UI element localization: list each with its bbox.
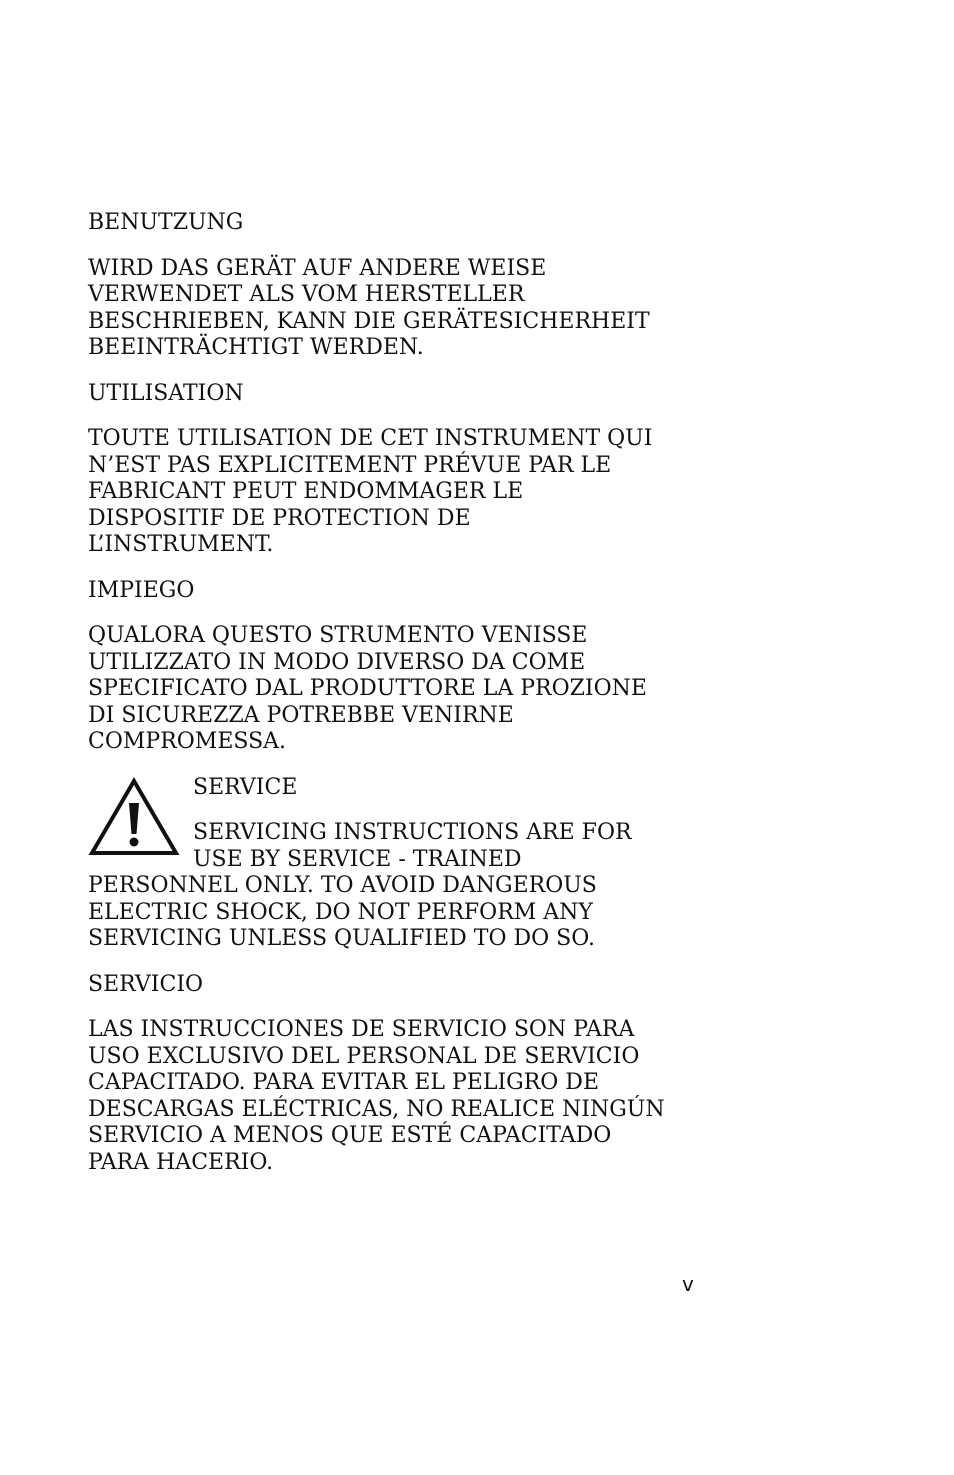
body-line: BESCHRIEBEN, KANN DIE GERÄTESICHERHEIT: [88, 308, 650, 334]
body-line: DISPOSITIF DE PROTECTION DE: [88, 505, 471, 531]
warning-triangle-icon: [88, 777, 180, 857]
service-section: [88, 775, 708, 953]
section-heading-utilisation: UTILISATION: [88, 380, 244, 406]
body-line: DI SICUREZZA POTREBBE VENIRNE: [88, 702, 514, 728]
body-line: BEEINTRÄCHTIGT WERDEN.: [88, 335, 424, 360]
section-body-utilisation: [88, 426, 708, 559]
body-line: FABRICANT PEUT ENDOMMAGER LE: [88, 479, 524, 504]
page-number: v: [682, 1272, 694, 1296]
body-line: N’EST PAS EXPLICITEMENT PRÉVUE PAR LE: [88, 452, 612, 478]
body-line: DESCARGAS ELÉCTRICAS, NO REALICE NINGÚN: [88, 1096, 665, 1122]
body-line: QUALORA QUESTO STRUMENTO VENISSE: [88, 623, 588, 648]
body-line: PERSONNEL ONLY. TO AVOID DANGEROUS: [88, 873, 597, 898]
body-line: PARA HACERIO.: [88, 1149, 274, 1175]
body-line: SERVICING UNLESS QUALIFIED TO DO SO.: [88, 926, 595, 951]
body-line: ELECTRIC SHOCK, DO NOT PERFORM ANY: [88, 899, 593, 925]
body-line: COMPROMESSA.: [88, 729, 287, 754]
body-line: USE BY SERVICE - TRAINED: [193, 846, 522, 872]
body-line: SPECIFICATO DAL PRODUTTORE LA PROZIONE: [88, 676, 647, 701]
section-body-service: [88, 820, 708, 953]
section-heading-benutzung: BENUTZUNG: [88, 210, 244, 235]
section-heading-service: SERVICE: [193, 774, 298, 800]
body-line: SERVICING INSTRUCTIONS ARE FOR: [193, 820, 632, 845]
body-line: USO EXCLUSIVO DEL PERSONAL DE SERVICIO: [88, 1043, 640, 1069]
body-line: SERVICIO A MENOS QUE ESTÉ CAPACITADO: [88, 1123, 612, 1148]
section-body-benutzung: [88, 256, 708, 362]
body-line: WIRD DAS GERÄT AUF ANDERE WEISE: [88, 255, 547, 281]
body-line: VERWENDET ALS VOM HERSTELLER: [88, 282, 525, 307]
document-page: [88, 210, 708, 1195]
section-body-impiego: [88, 623, 708, 756]
body-line: TOUTE UTILISATION DE CET INSTRUMENT QUI: [88, 426, 653, 451]
body-line: LAS INSTRUCCIONES DE SERVICIO SON PARA: [88, 1017, 635, 1042]
section-heading-impiego: IMPIEGO: [88, 577, 195, 603]
body-line: UTILIZZATO IN MODO DIVERSO DA COME: [88, 649, 586, 675]
section-heading-servicio: SERVICIO: [88, 971, 204, 997]
section-body-servicio: [88, 1017, 708, 1176]
body-line: L’INSTRUMENT.: [88, 532, 274, 557]
body-line: CAPACITADO. PARA EVITAR EL PELIGRO DE: [88, 1070, 600, 1095]
